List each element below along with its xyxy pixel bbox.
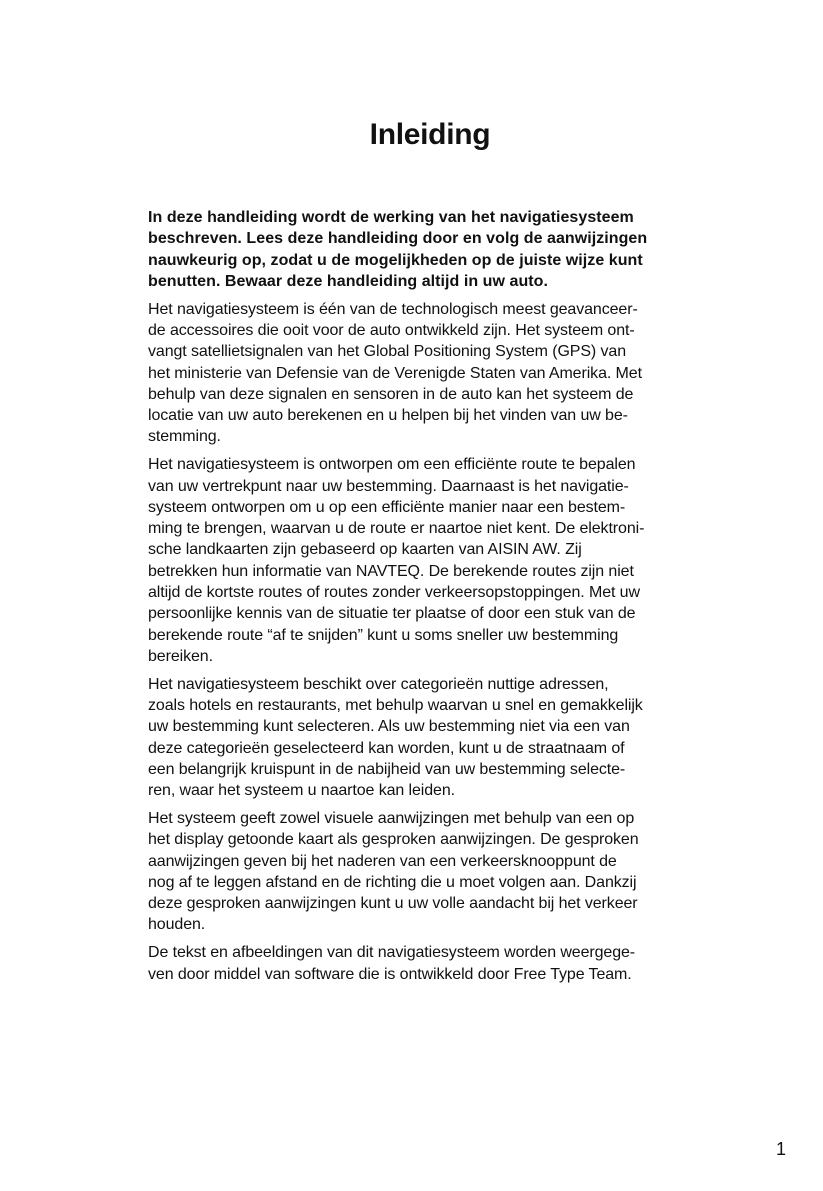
text-line: locatie van uw auto berekenen en u helpen bij het vinden van uw be- <box>148 407 628 425</box>
text-line: nog af te leggen afstand en de richting die u moet volgen aan. Dankzij <box>148 873 637 891</box>
text-line: ven door middel van software die is ontwikkeld door Free Type Team. <box>148 965 632 983</box>
text-line: Het navigatiesysteem beschikt over categorieën nuttige adressen, <box>148 675 609 693</box>
text-line: aanwijzingen geven bij het naderen van een verkeersknooppunt de <box>148 852 617 870</box>
page-title: Inleiding <box>369 118 491 151</box>
text-line: de accessoires die ooit voor de auto ontwikkeld zijn. Het systeem ont- <box>148 321 635 339</box>
text-line: nauwkeurig op, zodat u de mogelijkheden op de juiste wijze kunt <box>148 251 643 269</box>
text-line: systeem ontworpen om u op een efficiënte manier naar een bestem- <box>148 498 626 516</box>
text-line: ren, waar het systeem u naartoe kan leiden. <box>148 782 455 800</box>
text-line: ming te brengen, waarvan u de route er naartoe niet kent. De elektroni- <box>148 520 645 538</box>
text-line: beschreven. Lees deze handleiding door en volg de aanwijzingen <box>148 230 648 248</box>
text-line: houden. <box>148 916 206 934</box>
text-line: berekende route “af te snijden” kunt u soms sneller uw bestemming <box>148 626 619 644</box>
paragraph-categories <box>148 674 718 802</box>
paragraph-software <box>148 942 718 985</box>
text-line: Het systeem geeft zowel visuele aanwijzingen met behulp van een op <box>148 809 635 827</box>
text-line: vangt satellietsignalen van het Global Positioning System (GPS) van <box>148 343 627 361</box>
text-line: bereiken. <box>148 647 213 665</box>
text-line: zoals hotels en restaurants, met behulp waarvan u snel en gemakkelijk <box>148 696 643 714</box>
intro-paragraph <box>148 207 718 293</box>
text-line: uw bestemming kunt selecteren. Als uw bestemming niet via een van <box>148 718 630 736</box>
text-line: deze categorieën geselecteerd kan worden, kunt u de straatnaam of <box>148 739 625 757</box>
text-line: een belangrijk kruispunt in de nabijheid van uw bestemming selecte- <box>148 760 626 778</box>
text-line: deze gesproken aanwijzingen kunt u uw volle aandacht bij het verkeer <box>148 895 638 913</box>
text-line: het display getoonde kaart als gesproken aanwijzingen. De gesproken <box>148 831 639 849</box>
text-line: Het navigatiesysteem is ontworpen om een efficiënte route te bepalen <box>148 456 636 474</box>
page-content <box>148 207 718 991</box>
text-line: van uw vertrekpunt naar uw bestemming. Daarnaast is het navigatie- <box>148 477 629 495</box>
paragraph-gps <box>148 299 718 448</box>
text-line: De tekst en afbeeldingen van dit navigatiesysteem worden weergege- <box>148 944 636 962</box>
text-line: In deze handleiding wordt de werking van het navigatiesysteem <box>148 209 634 226</box>
text-line: stemming. <box>148 428 221 446</box>
text-line: het ministerie van Defensie van de Verenigde Staten van Amerika. Met <box>148 364 642 382</box>
text-line: Het navigatiesysteem is één van de technologisch meest geavanceer- <box>148 300 638 318</box>
paragraph-guidance <box>148 808 718 936</box>
text-line: behulp van deze signalen en sensoren in de auto kan het systeem de <box>148 385 634 403</box>
page-number: 1 <box>775 1139 786 1159</box>
text-line: betrekken hun informatie van NAVTEQ. De berekende routes zijn niet <box>148 562 634 580</box>
text-line: altijd de kortste routes of routes zonder verkeersopstoppingen. Met uw <box>148 583 640 601</box>
text-line: persoonlijke kennis van de situatie ter plaatse of door een stuk van de <box>148 605 636 623</box>
paragraph-route <box>148 454 718 667</box>
text-line: sche landkaarten zijn gebaseerd op kaarten van AISIN AW. Zij <box>148 541 582 559</box>
text-line: benutten. Bewaar deze handleiding altijd in uw auto. <box>148 273 548 291</box>
